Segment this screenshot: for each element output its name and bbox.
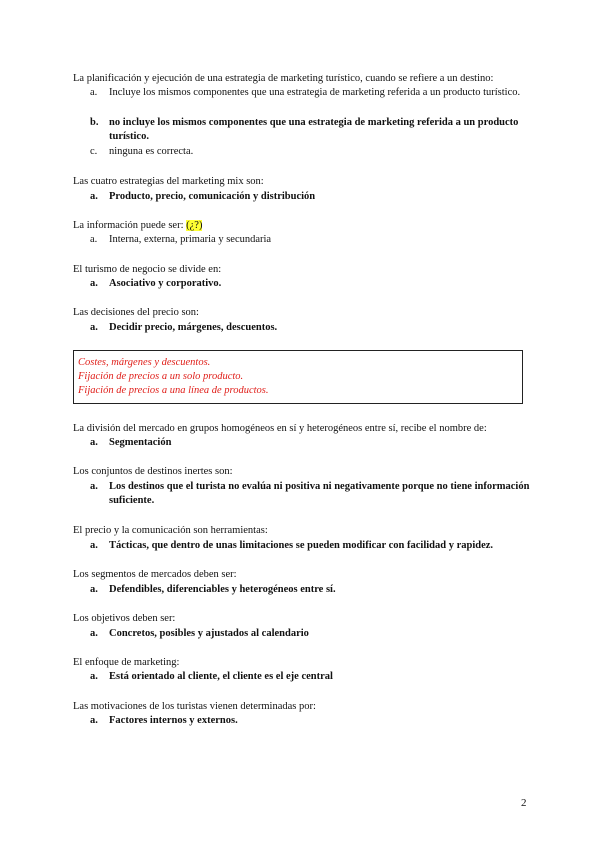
option-letter: c.: [90, 146, 98, 157]
answer-text: Está orientado al cliente, el cliente es el eje central: [109, 671, 333, 682]
option-letter: a.: [90, 191, 98, 202]
note-line: Costes, márgenes y descuentos.: [78, 357, 211, 368]
question-6: La división del mercado en grupos homogéneos en sí y heterogéneos entre sí, recibe el nombre de:: [73, 423, 487, 434]
option-letter: a.: [90, 437, 98, 448]
option-text: ninguna es correcta.: [109, 146, 194, 157]
question-7: Los conjuntos de destinos inertes son:: [73, 466, 233, 477]
answer-text: Los destinos que el turista no evalúa ni positiva ni negativamente porque no tiene información suficiente.: [109, 481, 530, 506]
question-3-answer: [90, 233, 530, 247]
question-5-answer: [90, 321, 530, 335]
question-text: La información puede ser:: [73, 220, 184, 231]
question-4: El turismo de negocio se divide en:: [73, 264, 222, 275]
note-line: Fijación de precios a un solo producto.: [78, 371, 244, 382]
question-4-answer: [90, 277, 530, 291]
answer-text: Decidir precio, márgenes, descuentos.: [109, 322, 278, 333]
question-7-answer: [90, 480, 530, 508]
option-text: Incluye los mismos componentes que una estrategia de marketing referida a un producto turístico.: [109, 87, 521, 98]
question-1-option-b: [90, 116, 530, 144]
question-5: Las decisiones del precio son:: [73, 307, 199, 318]
note-line: Fijación de precios a una línea de productos.: [78, 385, 269, 396]
question-10-answer: [90, 627, 530, 641]
option-letter: a.: [90, 87, 98, 98]
option-letter: b.: [90, 117, 99, 128]
highlight-mark: (¿?): [186, 220, 203, 231]
option-letter: a.: [90, 481, 98, 492]
page-number: 2: [521, 797, 527, 809]
question-12: Las motivaciones de los turistas vienen determinadas por:: [73, 701, 316, 712]
answer-text: Interna, externa, primaria y secundaria: [109, 234, 272, 245]
question-1-option-c: [90, 145, 530, 159]
note-box: [73, 350, 523, 404]
option-letter: a.: [90, 322, 98, 333]
question-10: Los objetivos deben ser:: [73, 613, 176, 624]
option-letter: a.: [90, 715, 98, 726]
question-11: El enfoque de marketing:: [73, 657, 180, 668]
question-2: Las cuatro estrategias del marketing mix son:: [73, 176, 264, 187]
option-letter: a.: [90, 584, 98, 595]
answer-text: Concretos, posibles y ajustados al calendario: [109, 628, 309, 639]
option-text: no incluye los mismos componentes que una estrategia de marketing referida a un producto turístico.: [109, 117, 519, 142]
question-3: [73, 219, 553, 233]
answer-text: Segmentación: [109, 437, 172, 448]
question-1: La planificación y ejecución de una estrategia de marketing turístico, cuando se refiere a un destino:: [73, 73, 494, 84]
question-2-answer: [90, 190, 530, 204]
question-12-answer: [90, 714, 530, 728]
answer-text: Producto, precio, comunicación y distribución: [109, 191, 316, 202]
question-9: Los segmentos de mercados deben ser:: [73, 569, 237, 580]
question-11-answer: [90, 670, 530, 684]
question-9-answer: [90, 583, 530, 597]
question-6-answer: [90, 436, 530, 450]
question-1-option-a: [90, 86, 530, 100]
option-letter: a.: [90, 234, 98, 245]
option-letter: a.: [90, 671, 98, 682]
answer-text: Factores internos y externos.: [109, 715, 238, 726]
answer-text: Tácticas, que dentro de unas limitaciones se pueden modificar con facilidad y rapidez.: [109, 540, 494, 551]
option-letter: a.: [90, 278, 98, 289]
option-letter: a.: [90, 628, 98, 639]
question-8-answer: [90, 539, 530, 553]
answer-text: Defendibles, diferenciables y heterogéneos entre sí.: [109, 584, 336, 595]
question-8: El precio y la comunicación son herramientas:: [73, 525, 268, 536]
answer-text: Asociativo y corporativo.: [109, 278, 222, 289]
option-letter: a.: [90, 540, 98, 551]
